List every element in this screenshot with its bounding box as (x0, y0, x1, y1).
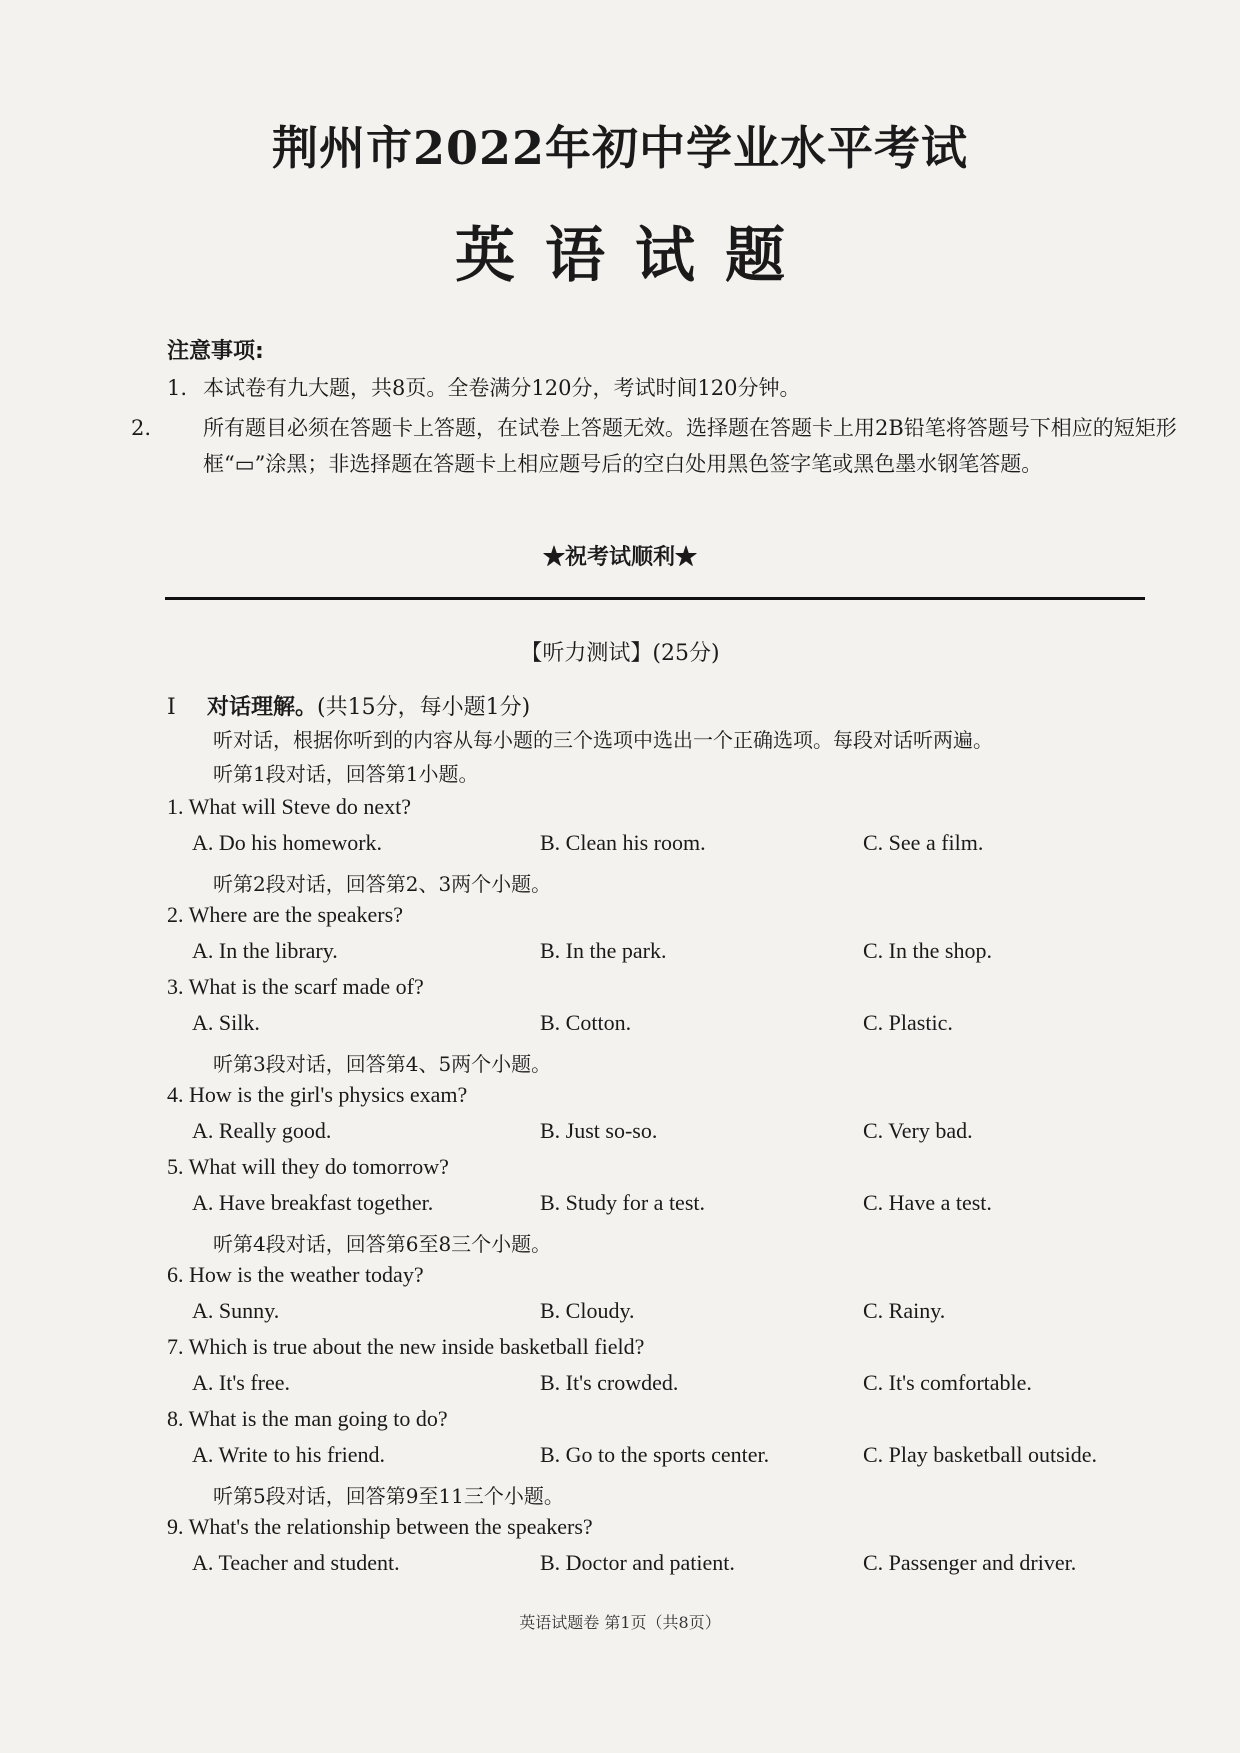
option-b: B. Clean his room. (540, 830, 706, 855)
dialogue-note: 听第2段对话，回答第2、3两个小题。 (213, 872, 552, 896)
notes-heading: 注意事项: (167, 339, 264, 364)
note-number: 2. (131, 416, 152, 440)
option-a: A. Sunny. (192, 1298, 280, 1323)
dialogue-note: 听第4段对话，回答第6至8三个小题。 (213, 1232, 552, 1256)
part-heading (167, 690, 530, 721)
option-a: A. Really good. (192, 1118, 332, 1143)
option-a: A. Write to his friend. (192, 1442, 386, 1467)
question: 4. How is the girl's physics exam? (167, 1082, 468, 1107)
note-number: 1. (167, 376, 188, 400)
section-title: 【听力测试】(25分) (520, 641, 720, 666)
note-text: 本试卷有九大题，共8页。全卷满分120分，考试时间120分钟。 (203, 376, 801, 400)
question: 8. What is the man going to do? (167, 1406, 448, 1431)
option-c: C. Rainy. (863, 1298, 946, 1323)
exam-title: 荆州市2022年初中学业水平考试 (271, 121, 969, 175)
option-c: C. Very bad. (863, 1118, 973, 1143)
option-b: B. In the park. (540, 938, 667, 963)
option-c: C. Have a test. (863, 1190, 992, 1215)
dialogue-note: 听第1段对话，回答第1小题。 (213, 762, 479, 786)
page-footer: 英语试题卷 第1页（共8页） (519, 1613, 721, 1632)
question: 3. What is the scarf made of? (167, 974, 424, 999)
dialogue-note: 听第5段对话，回答第9至11三个小题。 (213, 1484, 564, 1508)
dialogue-note: 听第3段对话，回答第4、5两个小题。 (213, 1052, 552, 1076)
option-c: C. Plastic. (863, 1010, 953, 1035)
note-item-2 (131, 410, 1203, 482)
question: 5. What will they do tomorrow? (167, 1154, 449, 1179)
option-a: A. Do his homework. (192, 830, 383, 855)
option-a: A. In the library. (192, 938, 338, 963)
question: 2. Where are the speakers? (167, 902, 403, 927)
part-number: I (167, 695, 176, 720)
note-item-1 (167, 370, 1167, 406)
option-b: B. It's crowded. (540, 1370, 679, 1395)
option-a: A. It's free. (192, 1370, 291, 1395)
divider-line (165, 597, 1145, 600)
option-b: B. Cotton. (540, 1010, 632, 1035)
option-c: C. Play basketball outside. (863, 1442, 1098, 1467)
part-instruction: 听对话，根据你听到的内容从每小题的三个选项中选出一个正确选项。每段对话听两遍。 (213, 728, 993, 752)
option-a: A. Silk. (192, 1010, 260, 1035)
option-b: B. Study for a test. (540, 1190, 705, 1215)
option-b: B. Doctor and patient. (540, 1550, 735, 1575)
exam-blessing: ★祝考试顺利★ (542, 544, 697, 570)
part-label: 对话理解。 (207, 695, 318, 720)
option-b: B. Go to the sports center. (540, 1442, 770, 1467)
note-text: 所有题目必须在答题卡上答题，在试卷上答题无效。选择题在答题卡上用2B铅笔将答题号下相应的短矩形框“▭”涂黑；非选择题在答题卡上相应题号后的空白处用黑色签字笔或黑色墨水钢笔答题。 (203, 416, 1177, 476)
question: 7. Which is true about the new inside basketball field? (167, 1334, 645, 1359)
option-b: B. Cloudy. (540, 1298, 635, 1323)
part-score: (共15分，每小题1分) (317, 695, 531, 720)
exam-subtitle: 英语试题 (455, 221, 815, 291)
option-c: C. In the shop. (863, 938, 992, 963)
option-a: A. Have breakfast together. (192, 1190, 434, 1215)
option-b: B. Just so-so. (540, 1118, 658, 1143)
question: 1. What will Steve do next? (167, 794, 411, 819)
option-c: C. It's comfortable. (863, 1370, 1032, 1395)
option-a: A. Teacher and student. (192, 1550, 400, 1575)
option-c: C. See a film. (863, 830, 984, 855)
option-c: C. Passenger and driver. (863, 1550, 1077, 1575)
question: 6. How is the weather today? (167, 1262, 424, 1287)
question: 9. What's the relationship between the speakers? (167, 1514, 593, 1539)
